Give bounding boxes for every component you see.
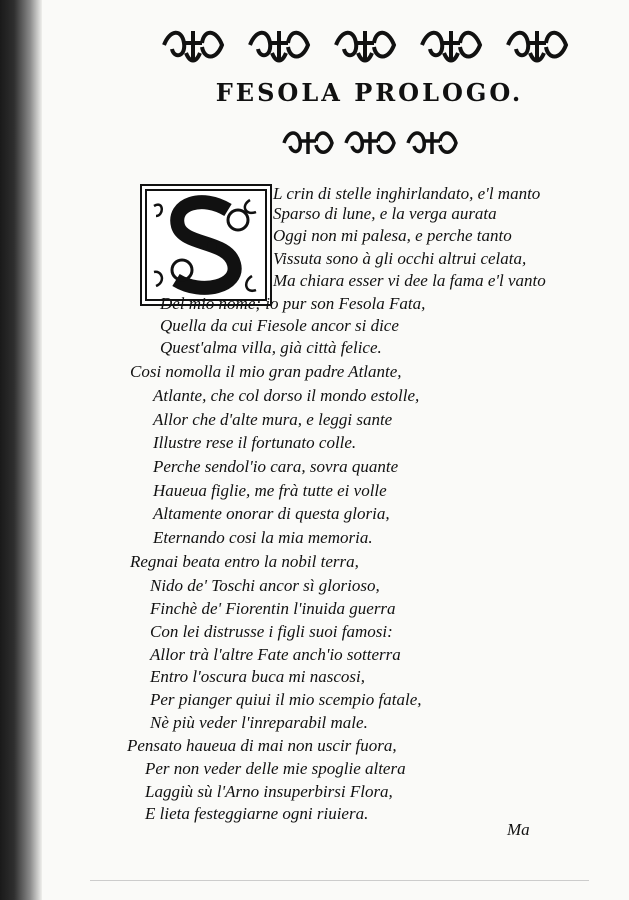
verse-line: Nido de' Toschi ancor sì glorioso, <box>150 576 380 595</box>
verse-line: Del mio nome; io pur son Fesola Fata, <box>160 294 426 313</box>
verse-line: Altamente onorar di questa gloria, <box>153 504 390 523</box>
verse-line: Perche sendol'io cara, sovra quante <box>153 457 399 476</box>
fleuron-icon <box>246 23 312 67</box>
verse-line: Allor che d'alte mura, e leggi sante <box>153 410 393 429</box>
verse-line: Finchè de' Fiorentin l'inuida guerra <box>150 599 396 618</box>
verse-line: Oggi non mi palesa, e perche tanto <box>273 226 512 245</box>
headpiece-ornament <box>160 22 570 68</box>
verse-line: Entro l'oscura buca mi nascosi, <box>150 667 366 686</box>
fleuron-icon <box>404 126 460 160</box>
page-edge-shadow <box>90 880 589 881</box>
verse-line: Quella da cui Fiesole ancor si dice <box>160 316 399 335</box>
fleuron-icon <box>504 23 570 67</box>
verse-line: Nè più veder l'inreparabil male. <box>150 713 368 732</box>
verse-line: Illustre rese il fortunato colle. <box>153 433 357 452</box>
verse-line: Haueua figlie, me frà tutte ei volle <box>153 481 387 500</box>
verse-line: Con lei distrusse i figli suoi famosi: <box>150 622 393 641</box>
verse-line: Per non veder delle mie spoglie altera <box>145 759 406 778</box>
verse-line: Eternando cosi la mia memoria. <box>153 528 373 547</box>
floral-initial-icon <box>142 186 270 304</box>
page-title: FESOLA PROLOGO. <box>215 78 524 107</box>
verse-line: Quest'alma villa, già città felice. <box>160 338 382 357</box>
decorated-initial-s <box>140 184 272 306</box>
verse-line: Atlante, che col dorso il mondo estolle, <box>153 386 420 405</box>
verse-line: Per pianger quiui il mio scempio fatale, <box>150 690 422 709</box>
fleuron-icon <box>418 23 484 67</box>
fleuron-icon <box>160 23 226 67</box>
verse-line: Vissuta sono à gli occhi altrui celata, <box>273 249 527 268</box>
catchword: Ma <box>507 820 530 839</box>
verse-line: Cosi nomolla il mio gran padre Atlante, <box>130 362 402 381</box>
fleuron-icon <box>332 23 398 67</box>
verse-line: Pensato haueua di mai non uscir fuora, <box>127 736 397 755</box>
verse-line: E lieta festeggiarne ogni riuiera. <box>145 804 369 823</box>
verse-line: Sparso di lune, e la verga aurata <box>273 204 497 223</box>
verse-line: Laggiù sù l'Arno insuperbirsi Flora, <box>145 782 393 801</box>
title-ornament <box>280 126 460 162</box>
verse-line: Ma chiara esser vi dee la fama e'l vanto <box>273 271 546 290</box>
verse-line: Regnai beata entro la nobil terra, <box>130 552 359 571</box>
book-gutter <box>0 0 42 900</box>
verse-line: L crin di stelle inghirlandato, e'l manto <box>273 184 541 203</box>
verse-line: Allor trà l'altre Fate anch'io sotterra <box>150 645 401 664</box>
fleuron-icon <box>342 126 398 160</box>
fleuron-icon <box>280 126 336 160</box>
